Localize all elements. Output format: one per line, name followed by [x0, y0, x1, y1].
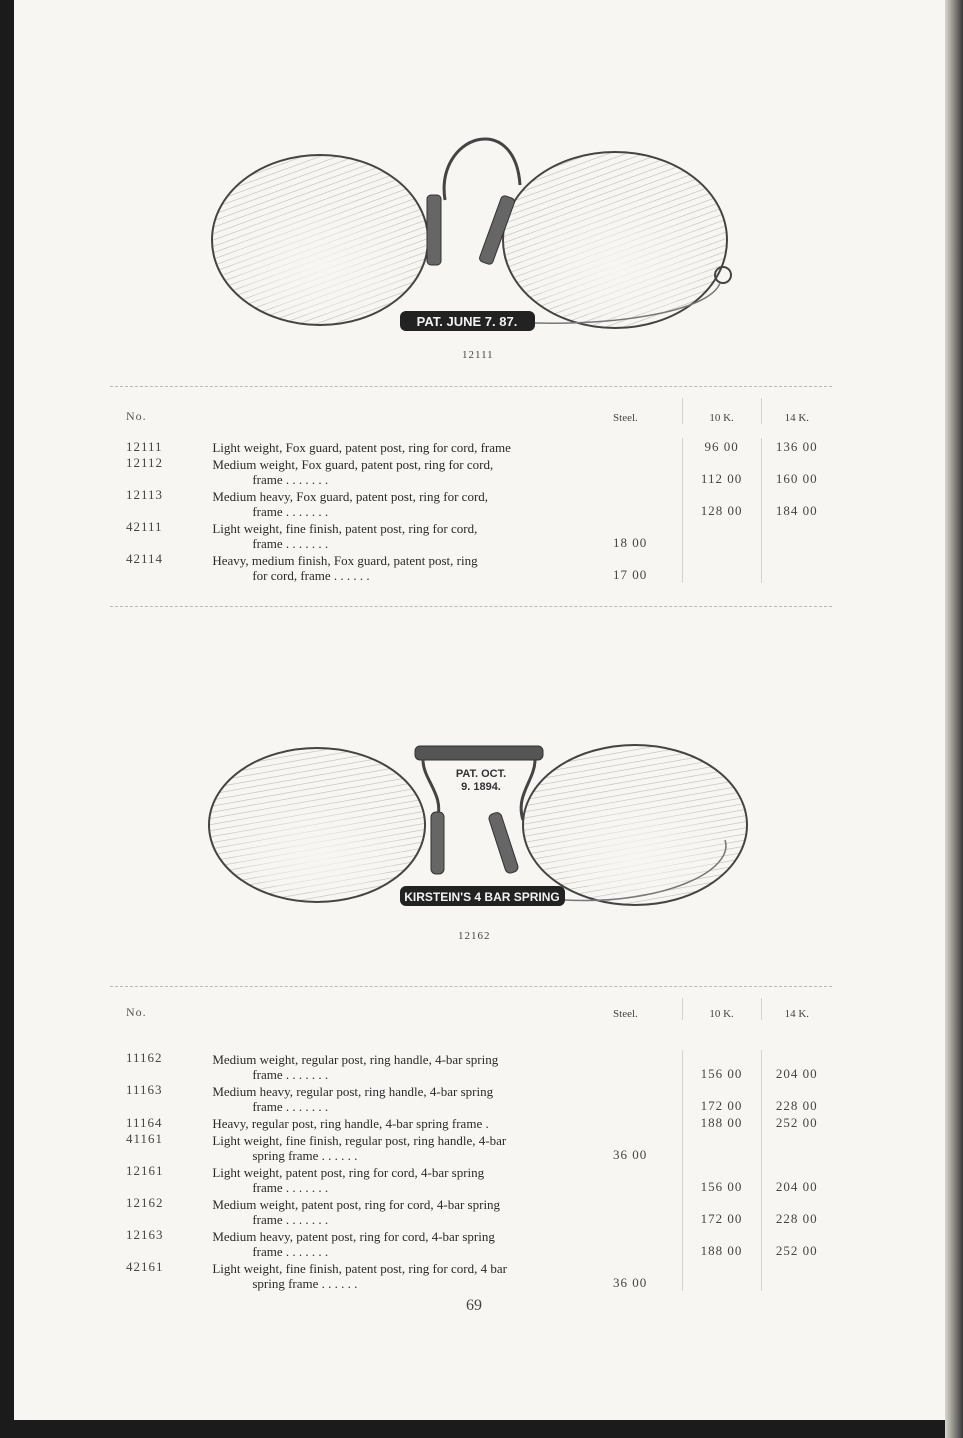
table-row: [110, 551, 832, 583]
item-number: 12112: [126, 455, 164, 470]
price-14k: 160 00: [761, 455, 832, 487]
price-steel: 18 00: [613, 535, 648, 550]
page-number: 69: [466, 1297, 482, 1314]
price-table-12162: [110, 998, 832, 1291]
price-10k: [682, 1259, 761, 1291]
table-row: [110, 1163, 832, 1195]
price-steel: [613, 438, 682, 455]
pince-nez-illustration-12162: [205, 740, 760, 915]
price-10k: 172 00: [682, 1082, 761, 1114]
item-description: Light weight, fine finish, patent post, ring for cord,: [212, 521, 478, 536]
item-description: Medium heavy, regular post, ring handle, 4-bar spring: [212, 1084, 494, 1099]
table-row: [110, 1195, 832, 1227]
header-steel: Steel.: [613, 1008, 638, 1020]
price-10k: [682, 551, 761, 583]
item-number: 11163: [126, 1082, 163, 1097]
item-description: Light weight, fine finish, patent post, ring for cord, 4 bar: [212, 1261, 507, 1276]
price-14k: 204 00: [761, 1050, 832, 1082]
item-number: 42111: [126, 519, 163, 534]
item-description-cont: for cord, frame . . . . . .: [252, 568, 370, 583]
table-row: [110, 1050, 832, 1082]
pince-nez-illustration-12111: [205, 115, 745, 345]
item-description: Medium heavy, Fox guard, patent post, ring for cord,: [212, 489, 489, 504]
price-14k: 252 00: [761, 1227, 832, 1259]
price-14k: [761, 1131, 832, 1163]
price-10k: 156 00: [682, 1163, 761, 1195]
item-number: 11162: [126, 1050, 163, 1065]
price-10k: 172 00: [682, 1195, 761, 1227]
figure-number: 12111: [462, 349, 494, 361]
header-10k: 10 K.: [682, 398, 761, 424]
price-14k: 228 00: [761, 1195, 832, 1227]
price-10k: 96 00: [682, 438, 761, 455]
item-description: Light weight, Fox guard, patent post, ring for cord, frame: [212, 440, 511, 455]
item-description: Heavy, regular post, ring handle, 4-bar spring frame .: [212, 1116, 489, 1131]
header-no: No.: [126, 1005, 147, 1019]
price-10k: 188 00: [682, 1227, 761, 1259]
table-row: [110, 455, 832, 487]
price-10k: 128 00: [682, 487, 761, 519]
price-10k: 112 00: [682, 455, 761, 487]
table-rule-top: [110, 986, 832, 987]
price-14k: 204 00: [761, 1163, 832, 1195]
price-14k: 184 00: [761, 487, 832, 519]
header-description: [212, 398, 613, 424]
item-description-cont: frame . . . . . . .: [252, 472, 329, 487]
patent-text-line1: PAT. OCT.: [455, 768, 507, 780]
header-14k: 14 K.: [761, 998, 832, 1020]
price-steel: [613, 1082, 682, 1114]
price-14k: 252 00: [761, 1114, 832, 1131]
item-number: 12111: [126, 439, 163, 454]
patent-stamp: PAT. JUNE 7. 87.: [416, 314, 518, 329]
price-steel: 17 00: [613, 567, 648, 582]
table-row: [110, 1259, 832, 1291]
price-steel: [613, 1195, 682, 1227]
price-steel: [613, 455, 682, 487]
item-description: Medium weight, Fox guard, patent post, ring for cord,: [212, 457, 494, 472]
item-number: 12163: [126, 1227, 164, 1242]
table-row: [110, 487, 832, 519]
item-number: 12161: [126, 1163, 164, 1178]
item-description-cont: frame . . . . . . .: [252, 1244, 329, 1259]
item-description-cont: spring frame . . . . . .: [252, 1276, 358, 1291]
item-number: 11164: [126, 1115, 163, 1130]
header-no: No.: [126, 409, 147, 423]
price-steel: [613, 1163, 682, 1195]
price-10k: [682, 1131, 761, 1163]
item-description-cont: frame . . . . . . .: [252, 536, 329, 551]
brand-stamp: KIRSTEIN'S 4 BAR SPRING: [404, 890, 560, 904]
table-rule-top: [110, 386, 832, 387]
item-description: Medium weight, regular post, ring handle, 4-bar spring: [212, 1052, 499, 1067]
item-number: 42161: [126, 1259, 164, 1274]
price-steel: 36 00: [613, 1147, 648, 1162]
price-14k: 136 00: [761, 438, 832, 455]
price-14k: [761, 551, 832, 583]
table-row: [110, 438, 832, 455]
item-description: Light weight, fine finish, regular post, ring handle, 4-bar: [212, 1133, 507, 1148]
item-number: 12113: [126, 487, 164, 502]
item-description-cont: frame . . . . . . .: [252, 1067, 329, 1082]
item-description: Medium heavy, patent post, ring for cord, 4-bar spring: [212, 1229, 495, 1244]
price-steel: [613, 487, 682, 519]
header-description: [212, 998, 613, 1020]
price-14k: [761, 1259, 832, 1291]
item-number: 12162: [126, 1195, 164, 1210]
price-10k: [682, 519, 761, 551]
figure-number: 12162: [458, 930, 491, 942]
header-10k: 10 K.: [682, 998, 761, 1020]
header-14k: 14 K.: [761, 398, 832, 424]
item-description-cont: frame . . . . . . .: [252, 1212, 329, 1227]
table-row: [110, 1114, 832, 1131]
price-10k: 188 00: [682, 1114, 761, 1131]
page-edge: [945, 0, 963, 1438]
item-description-cont: frame . . . . . . .: [252, 1180, 329, 1195]
header-steel: Steel.: [613, 412, 638, 424]
table-row: [110, 1227, 832, 1259]
price-steel: 36 00: [613, 1275, 648, 1290]
item-description-cont: spring frame . . . . . .: [252, 1148, 358, 1163]
price-table-12111: [110, 398, 832, 583]
price-14k: [761, 519, 832, 551]
table-rule-bottom: [110, 606, 832, 607]
item-description: Heavy, medium finish, Fox guard, patent post, ring: [212, 553, 478, 568]
table-row: [110, 1131, 832, 1163]
patent-text-line2: 9. 1894.: [461, 781, 501, 793]
price-steel: [613, 1050, 682, 1082]
table-row: [110, 519, 832, 551]
table-row: [110, 1082, 832, 1114]
price-steel: [613, 1227, 682, 1259]
item-description: Medium weight, patent post, ring for cord, 4-bar spring: [212, 1197, 501, 1212]
price-14k: 228 00: [761, 1082, 832, 1114]
item-description-cont: frame . . . . . . .: [252, 1099, 329, 1114]
price-steel: [613, 1114, 682, 1131]
price-10k: 156 00: [682, 1050, 761, 1082]
item-number: 41161: [126, 1131, 164, 1146]
item-description: Light weight, patent post, ring for cord, 4-bar spring: [212, 1165, 485, 1180]
item-description-cont: frame . . . . . . .: [252, 504, 329, 519]
item-number: 42114: [126, 551, 164, 566]
